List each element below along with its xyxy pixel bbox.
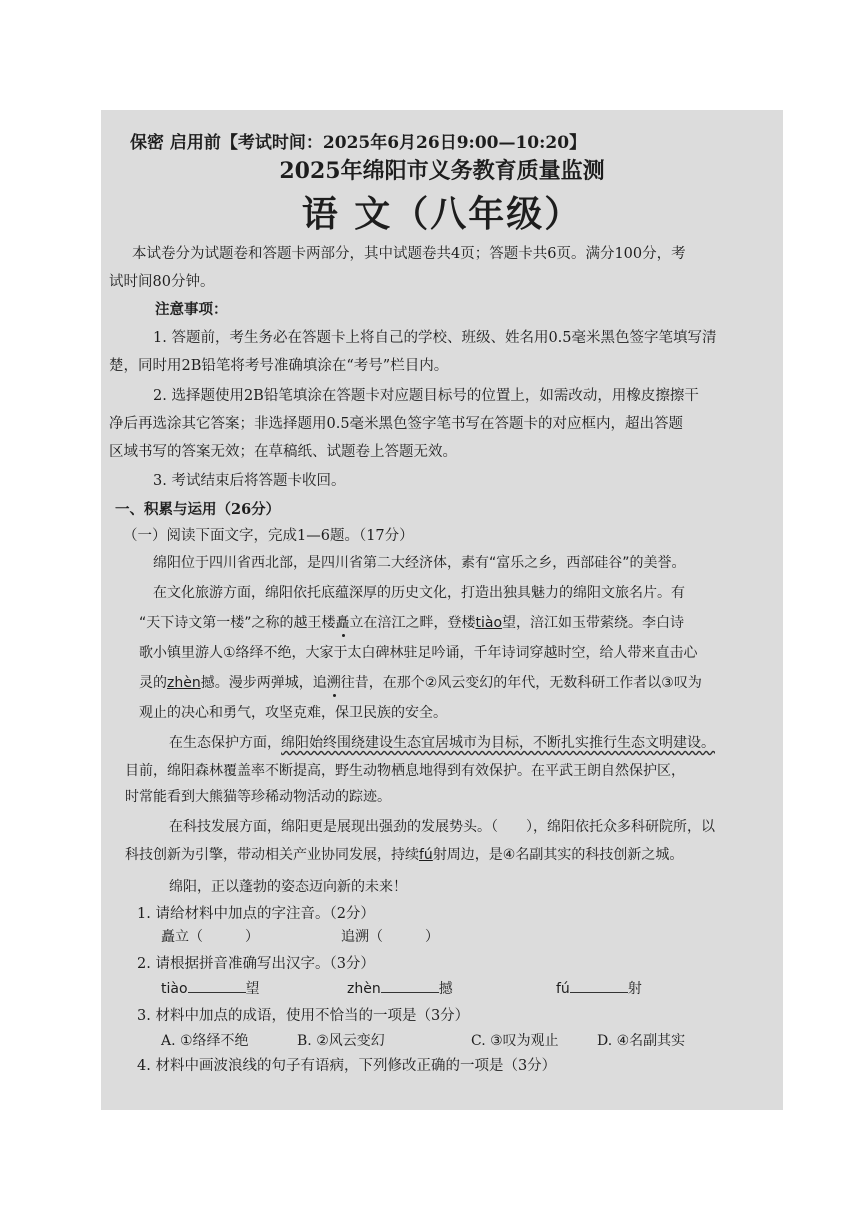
passage-line [139, 612, 684, 632]
note-line: 1. 答题前，考生务必在答题卡上将自己的学校、班级、姓名用0.5毫米黑色签字笔填写清 [153, 330, 717, 346]
character: 射 [627, 981, 642, 997]
passage-line: 绵阳，正以蓬勃的姿态迈向新的未来！ [169, 879, 407, 895]
passage-line: 在科技发展方面，绵阳更是展现出强劲的发展势头。（ ），绵阳依托众多科研院所，以 [169, 819, 715, 835]
passage-line: 时常能看到大熊猫等珍稀动物活动的踪迹。 [125, 789, 391, 805]
passage-line: 在文化旅游方面，绵阳依托底蕴深厚的历史文化，打造出独具魅力的绵阳文旅名片。有 [153, 585, 685, 601]
passage-line: 观止的决心和勇气，攻坚克难，保卫民族的安全。 [139, 705, 447, 721]
question-4: 4. 材料中画波浪线的句子有语病，下列修改正确的一项是（3分） [137, 1058, 557, 1074]
answer-blank[interactable] [381, 980, 439, 993]
pinyin-prompt: zhèn [167, 675, 201, 691]
pinyin-prompt: tiào [475, 615, 503, 631]
passage-text: 灵的 [139, 675, 167, 691]
question-1-item: 矗立（ ） [161, 929, 259, 945]
passage-line: 绵阳位于四川省西北部，是四川省第二大经济体，素有“富乐之乡，西部硅谷”的美誉。 [153, 555, 686, 571]
note-line: 区域书写的答案无效；在草稿纸、试题卷上答题无效。 [109, 444, 457, 460]
passage-line: 目前，绵阳森林覆盖率不断提高，野生动物栖息地得到有效保护。在平武王朗自然保护区， [125, 763, 685, 779]
passage-line: 歌小镇里游人①络绎不绝，大家于太白碑林驻足吟诵，千年诗词穿越时空，给人带来直击心 [139, 645, 698, 661]
exam-subject: 语 文（八年级） [301, 193, 583, 235]
note-line: 3. 考试结束后将答题卡收回。 [153, 473, 346, 489]
question-3-option[interactable]: C. ③叹为观止 [471, 1033, 559, 1049]
note-line: 楚，同时用2B铅笔将考号准确填涂在“考号”栏目内。 [109, 358, 449, 374]
notes-heading: 注意事项： [155, 301, 228, 318]
character: 望 [245, 981, 260, 997]
wavy-sentence: 绵阳始终围绕建设生态宜居城市为目标，不断扎实推行生态文明建设。 [281, 735, 715, 751]
question-1: 1. 请给材料中加点的字注音。（2分） [137, 906, 375, 922]
passage-text: 射周边，是④名副其实的科技创新之城。 [432, 847, 684, 863]
dotted-char: 矗 [335, 615, 350, 631]
question-3-option[interactable]: D. ④名副其实 [597, 1033, 686, 1049]
answer-blank[interactable] [570, 980, 628, 993]
question-3-option[interactable]: A. ①络绎不绝 [161, 1033, 249, 1049]
part-heading: （一）阅读下面文字，完成1—6题。（17分） [123, 528, 414, 544]
question-2-item [556, 978, 642, 998]
note-line: 2. 选择题使用2B铅笔填涂在答题卡对应题目标号的位置上，如需改动，用橡皮擦擦干 [153, 388, 699, 404]
passage-text: 往昔，在那个②风云变幻的年代，无数科研工作者以③叹为 [340, 675, 702, 691]
exam-meta: 保密 启用前【考试时间：2025年6月26日9:00—10:20】 [130, 133, 587, 153]
pinyin: fú [556, 981, 570, 997]
passage-text: 望，涪江如玉带萦绕。李白诗 [502, 615, 685, 631]
question-3-option[interactable]: B. ②风云变幻 [297, 1033, 385, 1049]
question-1-item: 追溯（ ） [341, 929, 439, 945]
section-heading: 一、积累与运用（26分） [115, 501, 281, 518]
passage-line [125, 844, 683, 864]
passage-line [169, 732, 715, 752]
answer-blank[interactable] [188, 980, 246, 993]
question-2: 2. 请根据拼音准确写出汉字。（3分） [137, 956, 375, 972]
exam-page [101, 110, 783, 1110]
exam-title: 2025年绵阳市义务教育质量监测 [279, 158, 605, 184]
note-line: 净后再选涂其它答案；非选择题用0.5毫米黑色签字笔书写在答题卡的对应框内，超出答题 [109, 416, 684, 432]
passage-text: 撼。漫步两弹城，追 [200, 675, 327, 691]
intro-line: 本试卷分为试题卷和答题卡两部分，其中试题卷共4页；答题卡共6页。满分100分，考 [132, 246, 686, 262]
pinyin: tiào [161, 981, 188, 997]
question-2-item [347, 978, 453, 998]
passage-line [139, 672, 702, 692]
passage-text: 科技创新为引擎，带动相关产业协同发展，持续 [125, 847, 419, 863]
character: 撼 [438, 981, 453, 997]
question-3: 3. 材料中加点的成语，使用不恰当的一项是（3分） [137, 1008, 470, 1024]
pinyin: zhèn [347, 981, 381, 997]
question-2-item [161, 978, 260, 998]
passage-text: 立在涪江之畔，登楼 [349, 615, 476, 631]
passage-text: “天下诗文第一楼”之称的越王楼 [139, 615, 336, 631]
pinyin-prompt: fú [419, 847, 433, 863]
intro-line: 试时间80分钟。 [109, 274, 215, 290]
passage-text: 在生态保护方面， [169, 735, 281, 751]
dotted-char: 溯 [326, 675, 341, 691]
